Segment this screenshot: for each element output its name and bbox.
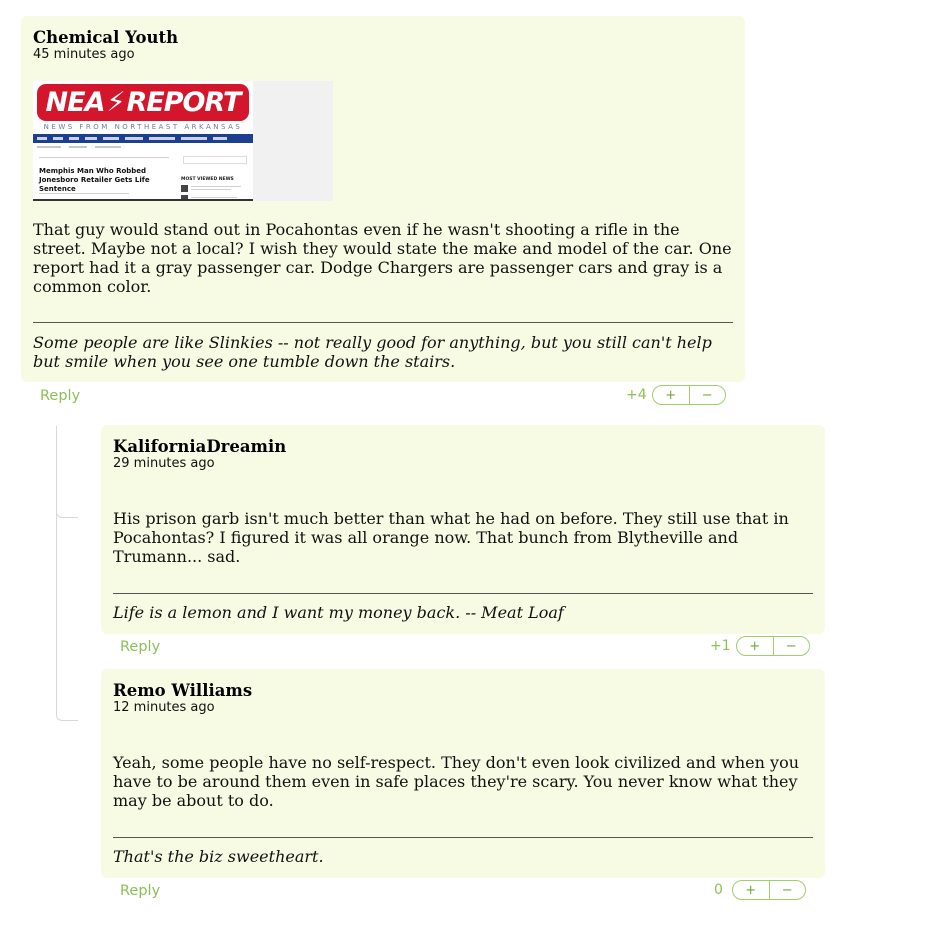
- comment-card: [101, 669, 825, 878]
- logo-left-text: NEA: [45, 87, 105, 118]
- preview-sidebar-heading: MOST VIEWED NEWS: [181, 177, 234, 182]
- logo-tagline: NEWS FROM NORTHEAST ARKANSAS: [43, 123, 243, 131]
- comment-signature: Life is a lemon and I want my money back. -- Meat Loaf: [113, 603, 564, 622]
- reply-button[interactable]: Reply: [40, 388, 81, 404]
- preview-search-box: [183, 156, 247, 164]
- comment-body: His prison garb isn't much better than what he had on before. They still use that in Pocahontas? I figured it was all orange now. That bunch from Blytheville and Trumann... sad.: [113, 509, 789, 566]
- upvote-button[interactable]: +: [745, 882, 757, 898]
- comment-card: [21, 16, 745, 382]
- comment-body: That guy would stand out in Pocahontas even if he wasn't shooting a rifle in the street. Maybe not a local? I wish they would state the make and model of the car. One report had it a gray passenger car. Dodge Chargers are passenger cars and gray is a common color.: [33, 220, 732, 296]
- preview-headline: Memphis Man Who Robbed Jonesboro Retailer Gets Life Sentence: [39, 167, 150, 193]
- vote-buttons: [732, 880, 806, 900]
- vote-buttons: [736, 636, 810, 656]
- thread-line: [56, 426, 78, 721]
- comment-body: Yeah, some people have no self-respect. They don't even look civilized and when you have to be around them even in safe places they're scary. You never know what they may be about to do.: [113, 753, 799, 810]
- upvote-button[interactable]: +: [749, 638, 761, 654]
- comment-timestamp[interactable]: 29 minutes ago: [113, 456, 215, 471]
- comment-author[interactable]: Remo Williams: [113, 681, 253, 700]
- comment-timestamp[interactable]: 45 minutes ago: [33, 47, 135, 62]
- vote-score: +4: [626, 387, 647, 403]
- comment-signature: Some people are like Slinkies -- not really good for anything, but you still can't help but smile when you see one tumble down the stairs.: [33, 333, 712, 371]
- comment-author[interactable]: Chemical Youth: [33, 28, 179, 47]
- preview-subnav: [33, 145, 253, 149]
- comment-card: [101, 425, 825, 634]
- link-preview-image: [33, 81, 253, 201]
- logo-right-text: REPORT: [126, 87, 241, 118]
- signature-divider: [33, 322, 733, 323]
- comment-timestamp[interactable]: 12 minutes ago: [113, 700, 215, 715]
- signature-divider: [113, 593, 813, 594]
- signature-divider: [113, 837, 813, 838]
- downvote-button[interactable]: −: [689, 386, 726, 404]
- vote-buttons: [652, 385, 726, 405]
- reply-button[interactable]: Reply: [120, 883, 161, 899]
- downvote-button[interactable]: −: [773, 637, 810, 655]
- comment-author[interactable]: KaliforniaDreamin: [113, 437, 287, 456]
- nea-report-logo: NEA ⚡ REPORT: [37, 84, 249, 121]
- comment-signature: That's the biz sweetheart.: [113, 847, 324, 866]
- downvote-button[interactable]: −: [769, 881, 806, 899]
- upvote-button[interactable]: +: [665, 387, 677, 403]
- preview-navbar: [33, 134, 253, 143]
- link-preview[interactable]: [33, 81, 333, 201]
- vote-score: 0: [714, 882, 723, 898]
- vote-score: +1: [710, 638, 731, 654]
- reply-button[interactable]: Reply: [120, 639, 161, 655]
